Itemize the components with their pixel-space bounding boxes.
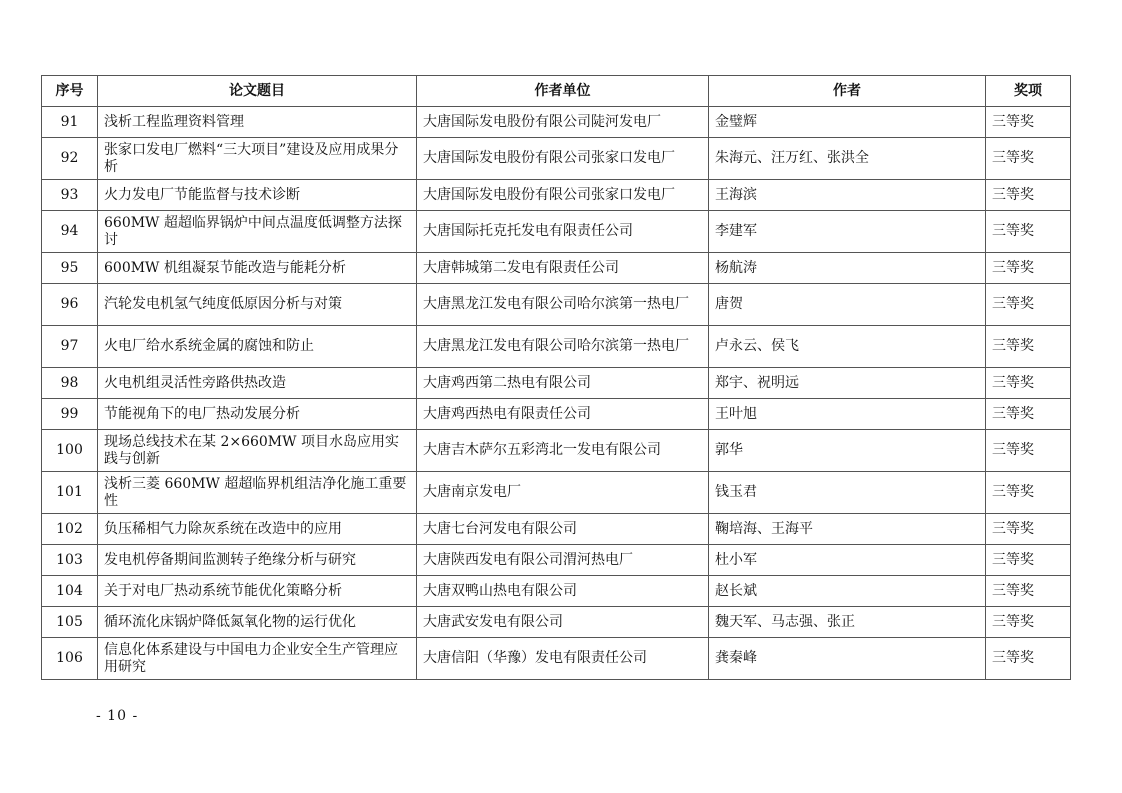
cell-author: 金璧辉 — [709, 107, 986, 138]
cell-unit: 大唐鸡西第二热电有限公司 — [417, 368, 709, 399]
table-row — [42, 514, 1071, 545]
cell-unit: 大唐国际发电股份有限公司陡河发电厂 — [417, 107, 709, 138]
cell-award: 三等奖 — [986, 607, 1071, 638]
cell-award: 三等奖 — [986, 138, 1071, 180]
cell-title: 浅析三菱 660MW 超超临界机组洁净化施工重要性 — [98, 472, 417, 514]
cell-title: 负压稀相气力除灰系统在改造中的应用 — [98, 514, 417, 545]
cell-title: 现场总线技术在某 2×660MW 项目水岛应用实践与创新 — [98, 430, 417, 472]
cell-author: 鞠培海、王海平 — [709, 514, 986, 545]
cell-no: 102 — [42, 514, 98, 545]
cell-unit: 大唐黑龙江发电有限公司哈尔滨第一热电厂 — [417, 284, 709, 326]
cell-unit: 大唐七台河发电有限公司 — [417, 514, 709, 545]
cell-award: 三等奖 — [986, 284, 1071, 326]
table-row — [42, 576, 1071, 607]
cell-award: 三等奖 — [986, 253, 1071, 284]
awards-table — [41, 75, 1071, 680]
cell-award: 三等奖 — [986, 326, 1071, 368]
cell-award: 三等奖 — [986, 430, 1071, 472]
cell-no: 97 — [42, 326, 98, 368]
table-row — [42, 430, 1071, 472]
cell-award: 三等奖 — [986, 545, 1071, 576]
cell-author: 龚秦峰 — [709, 638, 986, 680]
cell-no: 91 — [42, 107, 98, 138]
cell-award: 三等奖 — [986, 399, 1071, 430]
cell-author: 杨航涛 — [709, 253, 986, 284]
cell-unit: 大唐韩城第二发电有限责任公司 — [417, 253, 709, 284]
header-author: 作者 — [709, 76, 986, 107]
cell-author: 唐贺 — [709, 284, 986, 326]
cell-title: 信息化体系建设与中国电力企业安全生产管理应用研究 — [98, 638, 417, 680]
cell-unit: 大唐陕西发电有限公司渭河热电厂 — [417, 545, 709, 576]
table-row — [42, 368, 1071, 399]
cell-title: 火电厂给水系统金属的腐蚀和防止 — [98, 326, 417, 368]
cell-no: 103 — [42, 545, 98, 576]
cell-title: 循环流化床锅炉降低氮氧化物的运行优化 — [98, 607, 417, 638]
table-row — [42, 326, 1071, 368]
cell-no: 101 — [42, 472, 98, 514]
page-number: - 10 - — [96, 708, 139, 724]
cell-author: 杜小军 — [709, 545, 986, 576]
cell-title: 关于对电厂热动系统节能优化策略分析 — [98, 576, 417, 607]
cell-title: 发电机停备期间监测转子绝缘分析与研究 — [98, 545, 417, 576]
cell-author: 郭华 — [709, 430, 986, 472]
cell-unit: 大唐黑龙江发电有限公司哈尔滨第一热电厂 — [417, 326, 709, 368]
cell-unit: 大唐信阳（华豫）发电有限责任公司 — [417, 638, 709, 680]
cell-unit: 大唐武安发电有限公司 — [417, 607, 709, 638]
cell-title: 火力发电厂节能监督与技术诊断 — [98, 180, 417, 211]
cell-no: 95 — [42, 253, 98, 284]
cell-award: 三等奖 — [986, 180, 1071, 211]
cell-title: 节能视角下的电厂热动发展分析 — [98, 399, 417, 430]
cell-unit: 大唐吉木萨尔五彩湾北一发电有限公司 — [417, 430, 709, 472]
cell-award: 三等奖 — [986, 368, 1071, 399]
cell-no: 104 — [42, 576, 98, 607]
cell-no: 105 — [42, 607, 98, 638]
cell-author: 朱海元、汪万红、张洪全 — [709, 138, 986, 180]
table-row — [42, 138, 1071, 180]
cell-no: 93 — [42, 180, 98, 211]
table-row — [42, 638, 1071, 680]
cell-unit: 大唐南京发电厂 — [417, 472, 709, 514]
cell-author: 王叶旭 — [709, 399, 986, 430]
cell-unit: 大唐国际发电股份有限公司张家口发电厂 — [417, 138, 709, 180]
cell-author: 郑宇、祝明远 — [709, 368, 986, 399]
table-row — [42, 399, 1071, 430]
cell-award: 三等奖 — [986, 514, 1071, 545]
cell-author: 赵长斌 — [709, 576, 986, 607]
table-row — [42, 545, 1071, 576]
table-row — [42, 253, 1071, 284]
cell-unit: 大唐国际发电股份有限公司张家口发电厂 — [417, 180, 709, 211]
table-row — [42, 180, 1071, 211]
table-header-row — [42, 76, 1071, 107]
header-award: 奖项 — [986, 76, 1071, 107]
table-row — [42, 284, 1071, 326]
cell-award: 三等奖 — [986, 107, 1071, 138]
cell-title: 600MW 机组凝泵节能改造与能耗分析 — [98, 253, 417, 284]
cell-award: 三等奖 — [986, 576, 1071, 607]
cell-no: 106 — [42, 638, 98, 680]
cell-title: 汽轮发电机氢气纯度低原因分析与对策 — [98, 284, 417, 326]
table-row — [42, 211, 1071, 253]
cell-award: 三等奖 — [986, 211, 1071, 253]
cell-no: 94 — [42, 211, 98, 253]
cell-title: 张家口发电厂燃料“三大项目”建设及应用成果分析 — [98, 138, 417, 180]
cell-unit: 大唐双鸭山热电有限公司 — [417, 576, 709, 607]
table-row — [42, 107, 1071, 138]
cell-author: 王海滨 — [709, 180, 986, 211]
cell-title: 660MW 超超临界锅炉中间点温度低调整方法探讨 — [98, 211, 417, 253]
header-no: 序号 — [42, 76, 98, 107]
cell-author: 钱玉君 — [709, 472, 986, 514]
table-row — [42, 472, 1071, 514]
cell-award: 三等奖 — [986, 638, 1071, 680]
cell-author: 李建军 — [709, 211, 986, 253]
cell-no: 96 — [42, 284, 98, 326]
cell-no: 100 — [42, 430, 98, 472]
header-title: 论文题目 — [98, 76, 417, 107]
cell-unit: 大唐鸡西热电有限责任公司 — [417, 399, 709, 430]
cell-author: 魏天军、马志强、张正 — [709, 607, 986, 638]
header-unit: 作者单位 — [417, 76, 709, 107]
cell-award: 三等奖 — [986, 472, 1071, 514]
cell-no: 92 — [42, 138, 98, 180]
cell-no: 99 — [42, 399, 98, 430]
cell-title: 火电机组灵活性旁路供热改造 — [98, 368, 417, 399]
cell-author: 卢永云、侯飞 — [709, 326, 986, 368]
table-row — [42, 607, 1071, 638]
cell-no: 98 — [42, 368, 98, 399]
cell-unit: 大唐国际托克托发电有限责任公司 — [417, 211, 709, 253]
cell-title: 浅析工程监理资料管理 — [98, 107, 417, 138]
